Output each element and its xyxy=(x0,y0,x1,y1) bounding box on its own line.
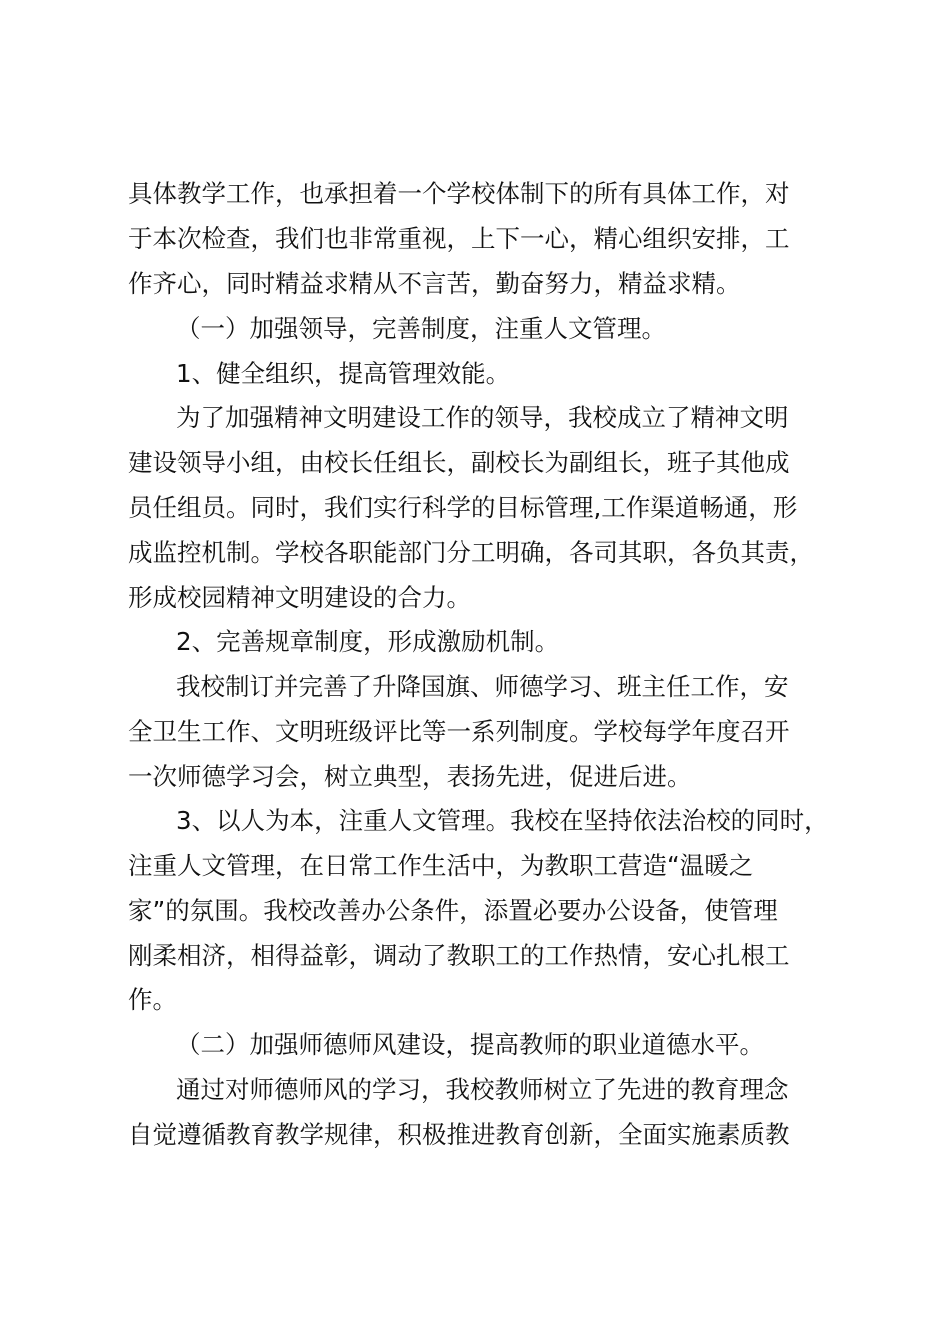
text-line: 员任组员。同时，我们实行科学的目标管理,工作渠道畅通，形 xyxy=(128,493,798,522)
text-line: 通过对师德师风的学习，我校教师树立了先进的教育理念 xyxy=(176,1075,789,1104)
text-line: 一次师德学习会，树立典型，表扬先进，促进后进。 xyxy=(128,762,692,791)
text-line: 全卫生工作、文明班级评比等一系列制度。学校每学年度召开 xyxy=(128,717,790,746)
text-line: 于本次检查，我们也非常重视，上下一心，精心组织安排，工 xyxy=(128,224,790,253)
text-line: 作齐心，同时精益求精从不言苦，勤奋努力，精益求精。 xyxy=(128,269,741,298)
text-line: 成监控机制。学校各职能部门分工明确，各司其职，各负其责， xyxy=(128,538,814,567)
text-line: 家”的氛围。我校改善办公条件，添置必要办公设备，使管理 xyxy=(128,896,778,925)
subsection-heading: 2、完善规章制度，形成激励机制。 xyxy=(176,627,560,656)
text-line: 我校制订并完善了升降国旗、师德学习、班主任工作，安 xyxy=(176,672,789,701)
subsection-heading: 3、以人为本，注重人文管理。我校在坚持依法治校的同时， xyxy=(176,806,829,835)
section-heading: （二）加强师德师风建设，提高教师的职业道德水平。 xyxy=(176,1030,764,1059)
section-heading: （一）加强领导，完善制度，注重人文管理。 xyxy=(176,314,666,343)
text-line: 注重人文管理，在日常工作生活中，为教职工营造“温暖之 xyxy=(128,851,754,880)
text-line: 建设领导小组，由校长任组长，副校长为副组长，班子其他成 xyxy=(128,448,790,477)
text-line: 具体教学工作，也承担着一个学校体制下的所有具体工作，对 xyxy=(128,179,790,208)
text-line: 作。 xyxy=(128,985,177,1014)
text-line: 刚柔相济，相得益彰，调动了教职工的工作热情，安心扎根工 xyxy=(128,941,790,970)
text-line: 为了加强精神文明建设工作的领导，我校成立了精神文明 xyxy=(176,403,789,432)
text-line: 形成校园精神文明建设的合力。 xyxy=(128,583,471,612)
subsection-heading: 1、健全组织，提高管理效能。 xyxy=(176,359,511,388)
text-line: 自觉遵循教育教学规律，积极推进教育创新，全面实施素质教 xyxy=(128,1120,790,1149)
